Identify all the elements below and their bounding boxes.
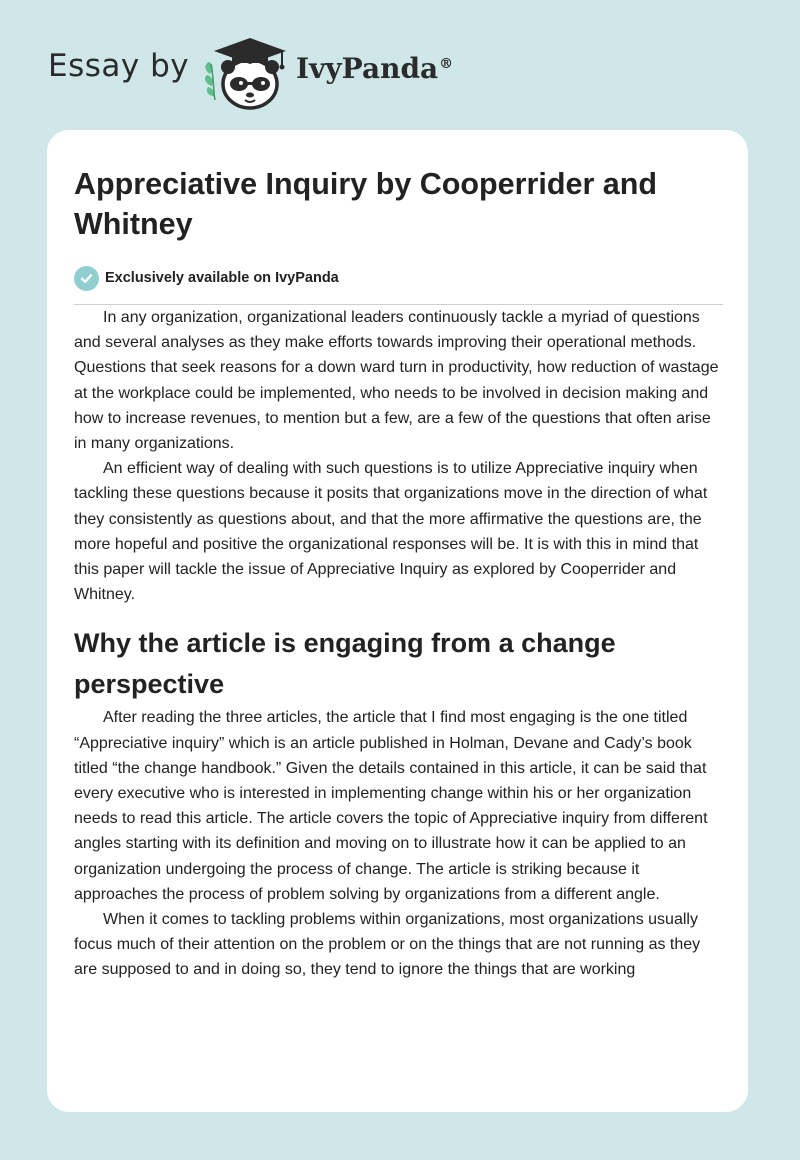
- essay-content: [74, 164, 724, 983]
- paragraph: After reading the three articles, the article that I find most engaging is the one titled “Appreciative inquiry” which is an article published in Holman, Devane and Cady’s book titled “the change handbook.” Given the details contained in this article, it can be said that every executive who is interested in implementing change within his or her organization needs to read this article. The article covers the topic of Appreciative inquiry from different angles starting with its definition and moving on to illustrate how it can be applied to an organization undergoing the process of change. The article is striking because it approaches the process of problem solving by organizations from a different angle.: [74, 709, 708, 903]
- brand-name[interactable]: [296, 52, 453, 85]
- site-header: [0, 0, 800, 130]
- check-icon: [74, 266, 99, 291]
- brand-label: IvyPanda: [296, 52, 439, 85]
- registered-mark: ®: [439, 55, 454, 72]
- essay-card: [47, 130, 748, 1112]
- paragraph: An efficient way of dealing with such questions is to utilize Appreciative inquiry when tackling these questions because it posits that organizations move in the direction of what they consistently as questions about, and that the more affirmative the questions are, the more hopeful and positive the organizational responses will be. It is with this in mind that this paper will tackle the issue of Appreciative Inquiry as explored by Cooperrider and Whitney.: [74, 460, 708, 604]
- ivy-leaf-icon: [205, 62, 215, 100]
- section-heading: Why the article is engaging from a change perspective: [74, 628, 616, 700]
- panda-graduate-icon[interactable]: [200, 34, 292, 110]
- paragraph: When it comes to tackling problems within organizations, most organizations usually focus much of their attention on the problem or on the things that are not running as they are supposed to and in doing so, they tend to ignore the things that are working: [74, 911, 701, 979]
- paragraph: In any organization, organizational leaders continuously tackle a myriad of questions and several analyses as they make efforts towards improving their operational methods. Questions that seek reasons for a down ward turn in productivity, how reduction of wastage at the workplace could be implemented, who needs to be involved in decision making and how to increase revenues, to mention but a few, are a few of the questions that often arise in many organizations.: [74, 309, 719, 453]
- essay-by-label: Essay by: [48, 48, 190, 84]
- exclusive-label: Exclusively available on IvyPanda: [105, 270, 339, 286]
- exclusive-badge: [74, 264, 724, 292]
- page-title: Appreciative Inquiry by Cooperrider and Whitney: [74, 167, 658, 241]
